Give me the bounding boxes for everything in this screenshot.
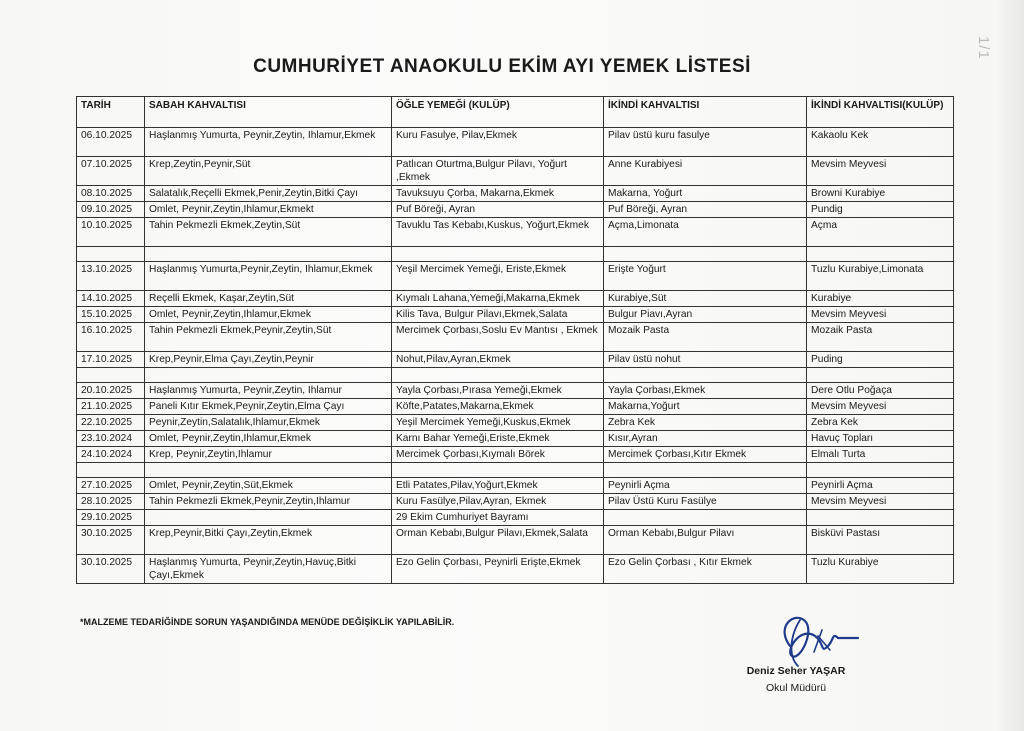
column-header-date: TARİH bbox=[77, 97, 145, 128]
cell-breakfast: Omlet, Peynir,Zeytin,Ihlamur,Ekmekt bbox=[145, 202, 392, 218]
column-header-afternoon: İKİNDİ KAHVALTISI bbox=[604, 97, 807, 128]
cell-afternoon-club: Zebra Kek bbox=[807, 415, 954, 431]
signer-name: Deniz Seher YAŞAR bbox=[746, 665, 846, 677]
cell-date: 22.10.2025 bbox=[77, 415, 145, 431]
cell-date: 20.10.2025 bbox=[77, 383, 145, 399]
cell-lunch: Puf Böreği, Ayran bbox=[392, 202, 604, 218]
cell-afternoon: Açma,Limonata bbox=[604, 218, 807, 247]
cell-breakfast: Tahin Pekmezli Ekmek,Zeytin,Süt bbox=[145, 218, 392, 247]
cell-afternoon-club: Pundig bbox=[807, 202, 954, 218]
cell-date bbox=[77, 463, 145, 478]
cell-afternoon bbox=[604, 247, 807, 262]
cell-afternoon: Zebra Kek bbox=[604, 415, 807, 431]
table-row bbox=[77, 323, 954, 352]
table-row bbox=[77, 307, 954, 323]
page-edge-shadow bbox=[996, 0, 1024, 731]
column-header-breakfast: SABAH KAHVALTISI bbox=[145, 97, 392, 128]
cell-afternoon: Pilav üstü nohut bbox=[604, 352, 807, 368]
cell-lunch: Kuru Fasulye, Pilav,Ekmek bbox=[392, 128, 604, 157]
cell-date: 07.10.2025 bbox=[77, 157, 145, 186]
cell-afternoon bbox=[604, 368, 807, 383]
table-row bbox=[77, 383, 954, 399]
cell-afternoon-club: Açma bbox=[807, 218, 954, 247]
cell-breakfast: Haşlanmış Yumurta, Peynir,Zeytin, Ihlamur,Ekmek bbox=[145, 128, 392, 157]
cell-breakfast: Haşlanmış Yumurta, Peynir,Zeytin,Havuç,Bitki Çayı,Ekmek bbox=[145, 555, 392, 584]
cell-date: 08.10.2025 bbox=[77, 186, 145, 202]
table-spacer-row bbox=[77, 463, 954, 478]
table-row bbox=[77, 494, 954, 510]
cell-breakfast bbox=[145, 463, 392, 478]
signature-block bbox=[736, 663, 856, 697]
cell-lunch: Etli Patates,Pilav,Yoğurt,Ekmek bbox=[392, 478, 604, 494]
cell-afternoon-club: Bisküvi Pastası bbox=[807, 526, 954, 555]
cell-afternoon-club bbox=[807, 463, 954, 478]
cell-lunch: Karnı Bahar Yemeği,Eriste,Ekmek bbox=[392, 431, 604, 447]
cell-lunch: Kıymalı Lahana,Yemeği,Makarna,Ekmek bbox=[392, 291, 604, 307]
cell-breakfast bbox=[145, 368, 392, 383]
cell-lunch bbox=[392, 463, 604, 478]
cell-lunch: Ezo Gelin Çorbası, Peynirli Erişte,Ekmek bbox=[392, 555, 604, 584]
cell-breakfast: Haşlanmış Yumurta,Peynir,Zeytin, Ihlamur,Ekmek bbox=[145, 262, 392, 291]
signer-title: Okul Müdürü bbox=[765, 682, 827, 694]
cell-afternoon: Mozaik Pasta bbox=[604, 323, 807, 352]
cell-afternoon: Kurabiye,Süt bbox=[604, 291, 807, 307]
table-row bbox=[77, 415, 954, 431]
cell-afternoon-club: Elmalı Turta bbox=[807, 447, 954, 463]
table-body bbox=[77, 128, 954, 584]
cell-breakfast: Krep,Zeytin,Peynir,Süt bbox=[145, 157, 392, 186]
table-row bbox=[77, 186, 954, 202]
cell-afternoon-club: Havuç Topları bbox=[807, 431, 954, 447]
cell-date: 16.10.2025 bbox=[77, 323, 145, 352]
cell-afternoon: Pilav üstü kuru fasulye bbox=[604, 128, 807, 157]
table-row bbox=[77, 399, 954, 415]
cell-date bbox=[77, 247, 145, 262]
cell-afternoon: Bulgur Piavı,Ayran bbox=[604, 307, 807, 323]
cell-date: 27.10.2025 bbox=[77, 478, 145, 494]
cell-afternoon: Yayla Çorbası,Ekmek bbox=[604, 383, 807, 399]
table-spacer-row bbox=[77, 368, 954, 383]
cell-date: 10.10.2025 bbox=[77, 218, 145, 247]
table-row bbox=[77, 262, 954, 291]
cell-afternoon-club: Kurabiye bbox=[807, 291, 954, 307]
table-row bbox=[77, 202, 954, 218]
cell-afternoon: Mercimek Çorbası,Kıtır Ekmek bbox=[604, 447, 807, 463]
cell-lunch: Mercimek Çorbası,Soslu Ev Mantısı , Ekmek bbox=[392, 323, 604, 352]
cell-lunch: Kilis Tava, Bulgur Pilavı,Ekmek,Salata bbox=[392, 307, 604, 323]
cell-lunch bbox=[392, 247, 604, 262]
cell-afternoon-club: Tuzlu Kurabiye,Limonata bbox=[807, 262, 954, 291]
cell-breakfast: Salatalık,Reçelli Ekmek,Penir,Zeytin,Bitki Çayı bbox=[145, 186, 392, 202]
cell-afternoon: Orman Kebabı,Bulgur Pilavı bbox=[604, 526, 807, 555]
cell-breakfast bbox=[145, 510, 392, 526]
cell-lunch: 29 Ekim Cumhuriyet Bayramı bbox=[392, 510, 604, 526]
cell-date: 21.10.2025 bbox=[77, 399, 145, 415]
cell-breakfast: Omlet, Peynir,Zeytin,Süt,Ekmek bbox=[145, 478, 392, 494]
cell-lunch: Yeşil Mercimek Yemeği,Kuskus,Ekmek bbox=[392, 415, 604, 431]
cell-afternoon-club: Browni Kurabiye bbox=[807, 186, 954, 202]
cell-lunch: Köfte,Patates,Makarna,Ekmek bbox=[392, 399, 604, 415]
cell-breakfast: Peynir,Zeytin,Salatalık,Ihlamur,Ekmek bbox=[145, 415, 392, 431]
cell-lunch: Orman Kebabı,Bulgur Pilavı,Ekmek,Salata bbox=[392, 526, 604, 555]
table-row bbox=[77, 291, 954, 307]
table-row bbox=[77, 510, 954, 526]
cell-afternoon-club: Kakaolu Kek bbox=[807, 128, 954, 157]
table-spacer-row bbox=[77, 247, 954, 262]
cell-lunch: Kuru Fasülye,Pilav,Ayran, Ekmek bbox=[392, 494, 604, 510]
cell-afternoon-club: Peynirli Açma bbox=[807, 478, 954, 494]
document-title: CUMHURİYET ANAOKULU EKİM AYI YEMEK LİSTESİ bbox=[253, 56, 751, 77]
cell-date: 30.10.2025 bbox=[77, 526, 145, 555]
cell-afternoon: Ezo Gelin Çorbası , Kıtır Ekmek bbox=[604, 555, 807, 584]
table-row bbox=[77, 218, 954, 247]
table-row bbox=[77, 555, 954, 584]
table-row bbox=[77, 478, 954, 494]
cell-lunch: Tavuksuyu Çorba, Makarna,Ekmek bbox=[392, 186, 604, 202]
cell-date: 13.10.2025 bbox=[77, 262, 145, 291]
cell-breakfast bbox=[145, 247, 392, 262]
cell-afternoon-club: Puding bbox=[807, 352, 954, 368]
cell-afternoon: Puf Böreği, Ayran bbox=[604, 202, 807, 218]
column-header-lunch: ÖĞLE YEMEĞİ (KULÜP) bbox=[392, 97, 604, 128]
cell-lunch: Yeşil Mercimek Yemeği, Eriste,Ekmek bbox=[392, 262, 604, 291]
cell-breakfast: Reçelli Ekmek, Kaşar,Zeytin,Süt bbox=[145, 291, 392, 307]
cell-afternoon-club: Dere Otlu Poğaça bbox=[807, 383, 954, 399]
cell-date: 14.10.2025 bbox=[77, 291, 145, 307]
table-row bbox=[77, 157, 954, 186]
table-row bbox=[77, 526, 954, 555]
cell-date: 17.10.2025 bbox=[77, 352, 145, 368]
cell-afternoon-club bbox=[807, 247, 954, 262]
cell-afternoon-club bbox=[807, 510, 954, 526]
footnote: *MALZEME TEDARİĞİNDE SORUN YAŞANDIĞINDA MENÜDE DEĞİŞİKLİK YAPILABİLİR. bbox=[80, 617, 455, 627]
cell-breakfast: Haşlanmış Yumurta, Peynir,Zeytin, Ihlamur bbox=[145, 383, 392, 399]
cell-afternoon: Pilav Üstü Kuru Fasülye bbox=[604, 494, 807, 510]
table-row bbox=[77, 352, 954, 368]
cell-date: 29.10.2025 bbox=[77, 510, 145, 526]
cell-afternoon-club: Mevsim Meyvesi bbox=[807, 157, 954, 186]
cell-date: 23.10.2024 bbox=[77, 431, 145, 447]
table-header-row bbox=[77, 97, 954, 128]
cell-afternoon bbox=[604, 463, 807, 478]
cell-afternoon-club: Mevsim Meyvesi bbox=[807, 494, 954, 510]
cell-date: 15.10.2025 bbox=[77, 307, 145, 323]
cell-breakfast: Omlet, Peynir,Zeytin,Ihlamur,Ekmek bbox=[145, 431, 392, 447]
cell-afternoon-club: Mozaik Pasta bbox=[807, 323, 954, 352]
cell-lunch: Nohut,Pilav,Ayran,Ekmek bbox=[392, 352, 604, 368]
cell-date: 30.10.2025 bbox=[77, 555, 145, 584]
cell-lunch bbox=[392, 368, 604, 383]
meal-menu-table bbox=[76, 96, 954, 584]
cell-date: 24.10.2024 bbox=[77, 447, 145, 463]
cell-afternoon-club: Tuzlu Kurabiye bbox=[807, 555, 954, 584]
cell-afternoon-club bbox=[807, 368, 954, 383]
cell-afternoon bbox=[604, 510, 807, 526]
table-row bbox=[77, 431, 954, 447]
cell-afternoon: Peynirli Açma bbox=[604, 478, 807, 494]
cell-afternoon: Erişte Yoğurt bbox=[604, 262, 807, 291]
cell-afternoon: Makarna, Yoğurt bbox=[604, 186, 807, 202]
cell-afternoon-club: Mevsim Meyvesi bbox=[807, 307, 954, 323]
cell-breakfast: Krep, Peynir,Zeytin,Ihlamur bbox=[145, 447, 392, 463]
cell-afternoon: Anne Kurabiyesi bbox=[604, 157, 807, 186]
cell-afternoon: Kısır,Ayran bbox=[604, 431, 807, 447]
cell-lunch: Patlıcan Oturtma,Bulgur Pilavı, Yoğurt ,Ekmek bbox=[392, 157, 604, 186]
cell-lunch: Mercimek Çorbası,Kıymalı Börek bbox=[392, 447, 604, 463]
cell-breakfast: Omlet, Peynir,Zeytin,Ihlamur,Ekmek bbox=[145, 307, 392, 323]
cell-breakfast: Paneli Kıtır Ekmek,Peynir,Zeytin,Elma Çayı bbox=[145, 399, 392, 415]
cell-breakfast: Krep,Peynir,Elma Çayı,Zeytin,Peynir bbox=[145, 352, 392, 368]
cell-lunch: Yayla Çorbası,Pırasa Yemeği,Ekmek bbox=[392, 383, 604, 399]
cell-lunch: Tavuklu Tas Kebabı,Kuskus, Yoğurt,Ekmek bbox=[392, 218, 604, 247]
column-header-afternoon-club: İKİNDİ KAHVALTISI(KULÜP) bbox=[807, 97, 954, 128]
cell-afternoon-club: Mevsim Meyvesi bbox=[807, 399, 954, 415]
page-number: 1/1 bbox=[975, 36, 992, 60]
cell-afternoon: Makarna,Yoğurt bbox=[604, 399, 807, 415]
cell-date: 09.10.2025 bbox=[77, 202, 145, 218]
cell-date bbox=[77, 368, 145, 383]
cell-breakfast: Tahin Pekmezli Ekmek,Peynir,Zeytin,Ihlamur bbox=[145, 494, 392, 510]
cell-breakfast: Tahin Pekmezli Ekmek,Peynir,Zeytin,Süt bbox=[145, 323, 392, 352]
table-row bbox=[77, 128, 954, 157]
table-row bbox=[77, 447, 954, 463]
cell-breakfast: Krep,Peynir,Bitki Çayı,Zeytin,Ekmek bbox=[145, 526, 392, 555]
cell-date: 06.10.2025 bbox=[77, 128, 145, 157]
cell-date: 28.10.2025 bbox=[77, 494, 145, 510]
